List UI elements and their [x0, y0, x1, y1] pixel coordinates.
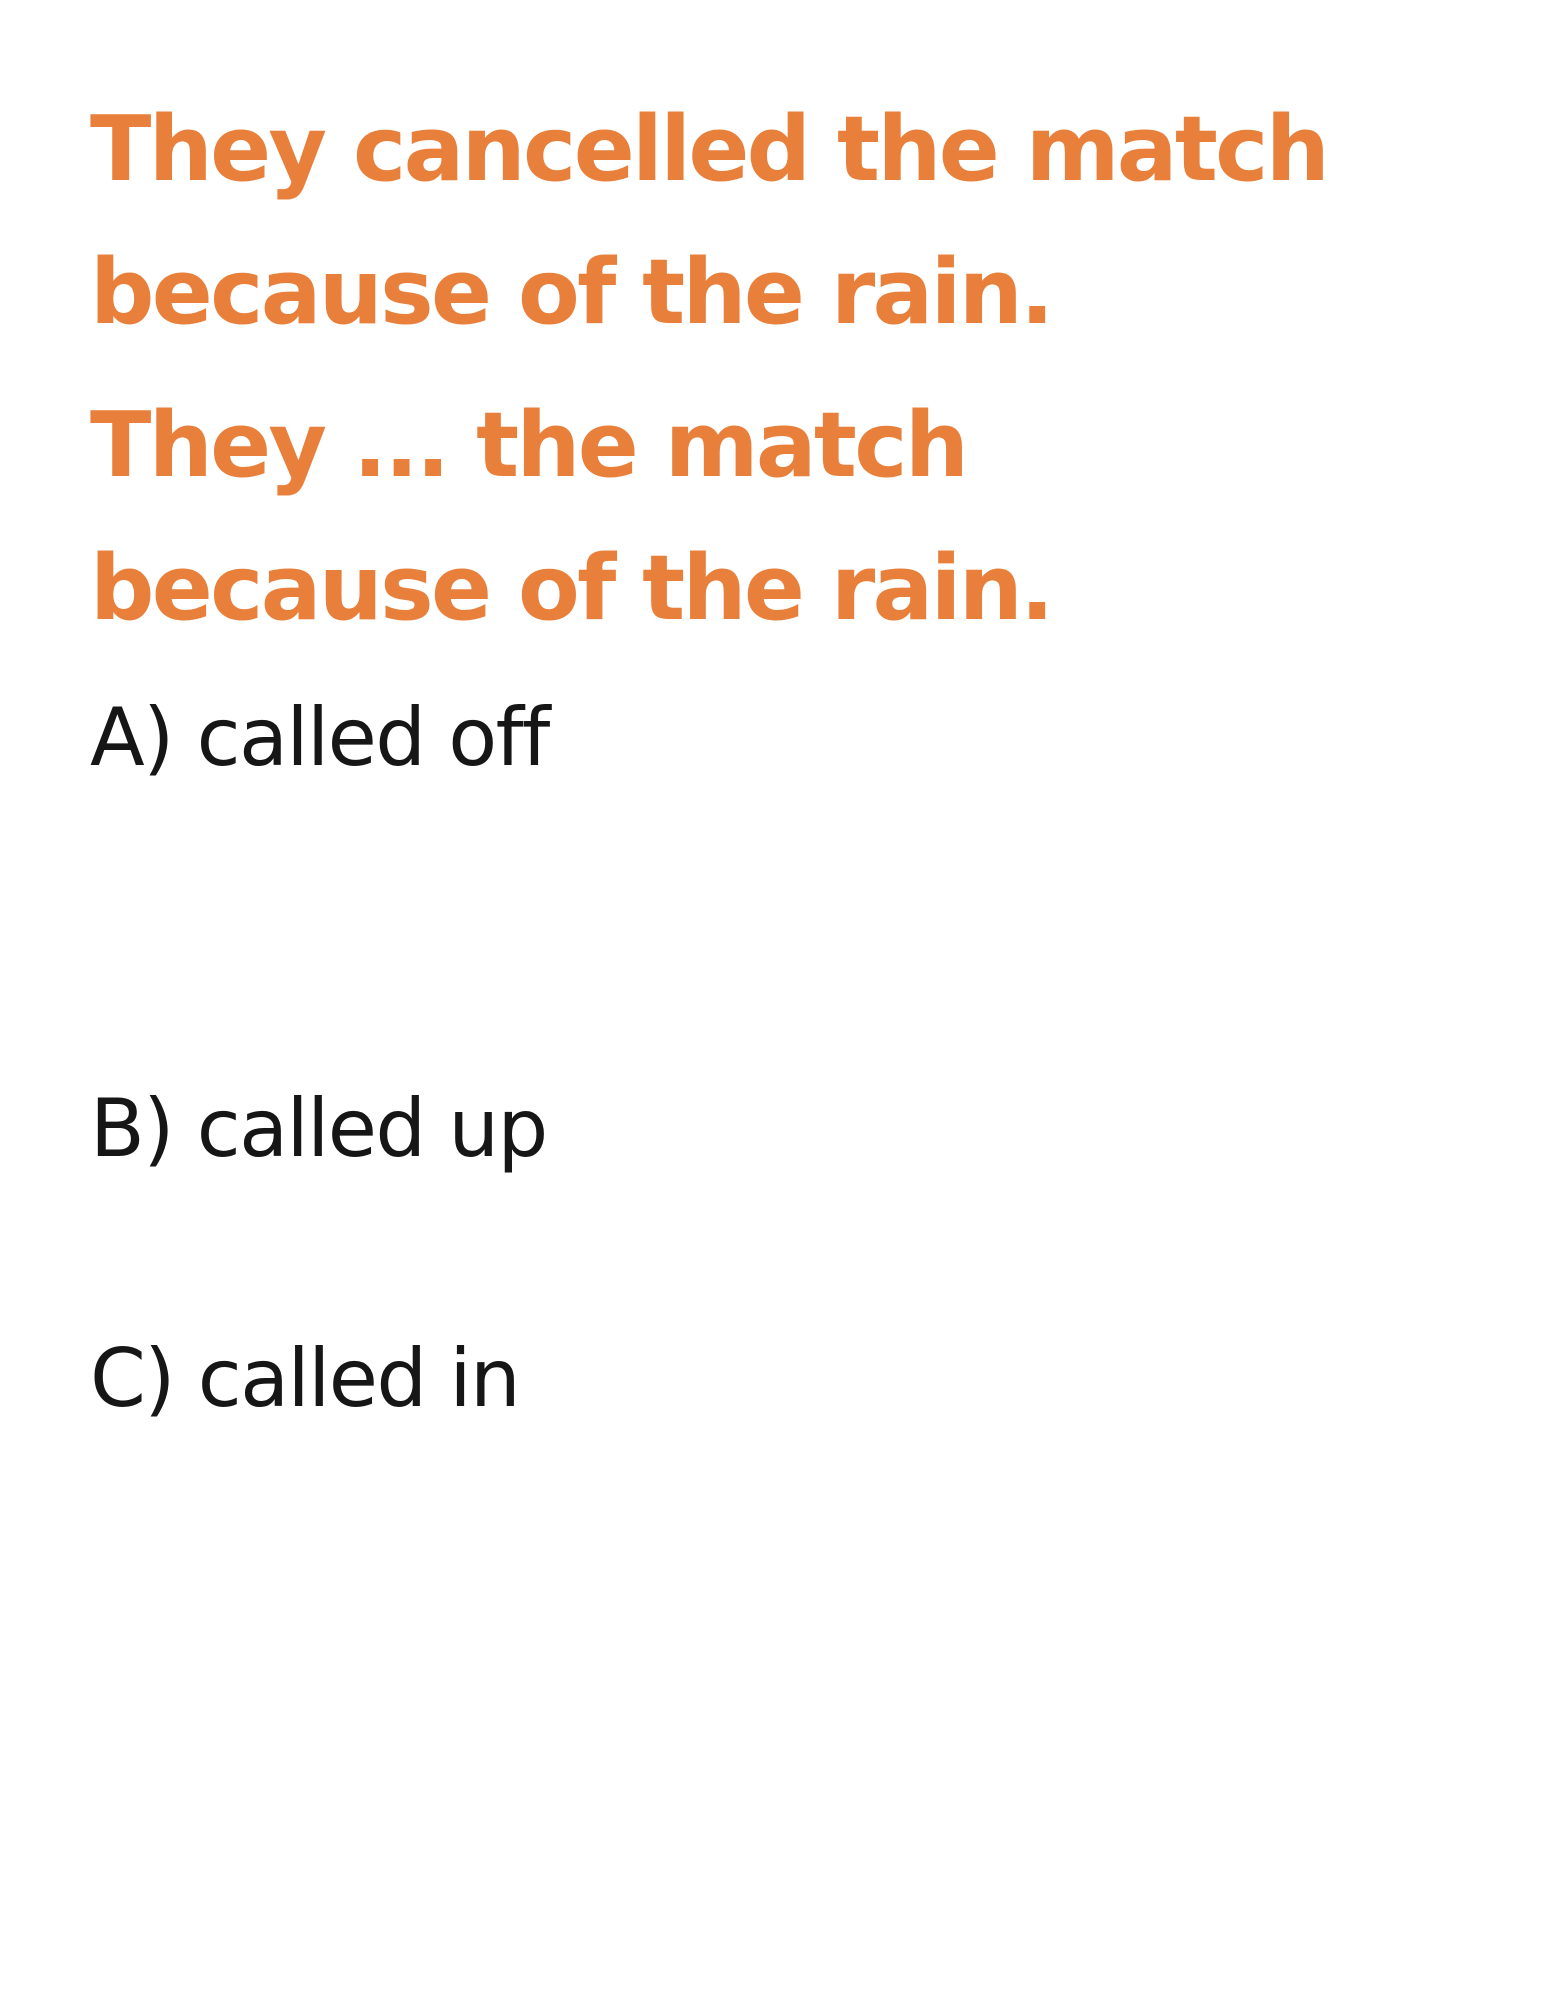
question-original-line1: They cancelled the match [90, 97, 1328, 202]
question-sentence-original [90, 78, 1327, 364]
question-cloze-line2: because of the rain. [90, 536, 1052, 641]
answer-option-b[interactable]: B) called up [90, 1082, 547, 1175]
answer-option-c[interactable]: C) called in [90, 1332, 520, 1425]
question-original-line2: because of the rain. [90, 240, 1052, 345]
question-sentence-cloze [90, 374, 1052, 660]
question-cloze-line1: They ... the match [90, 393, 967, 498]
answer-option-a[interactable]: A) called off [90, 691, 549, 784]
